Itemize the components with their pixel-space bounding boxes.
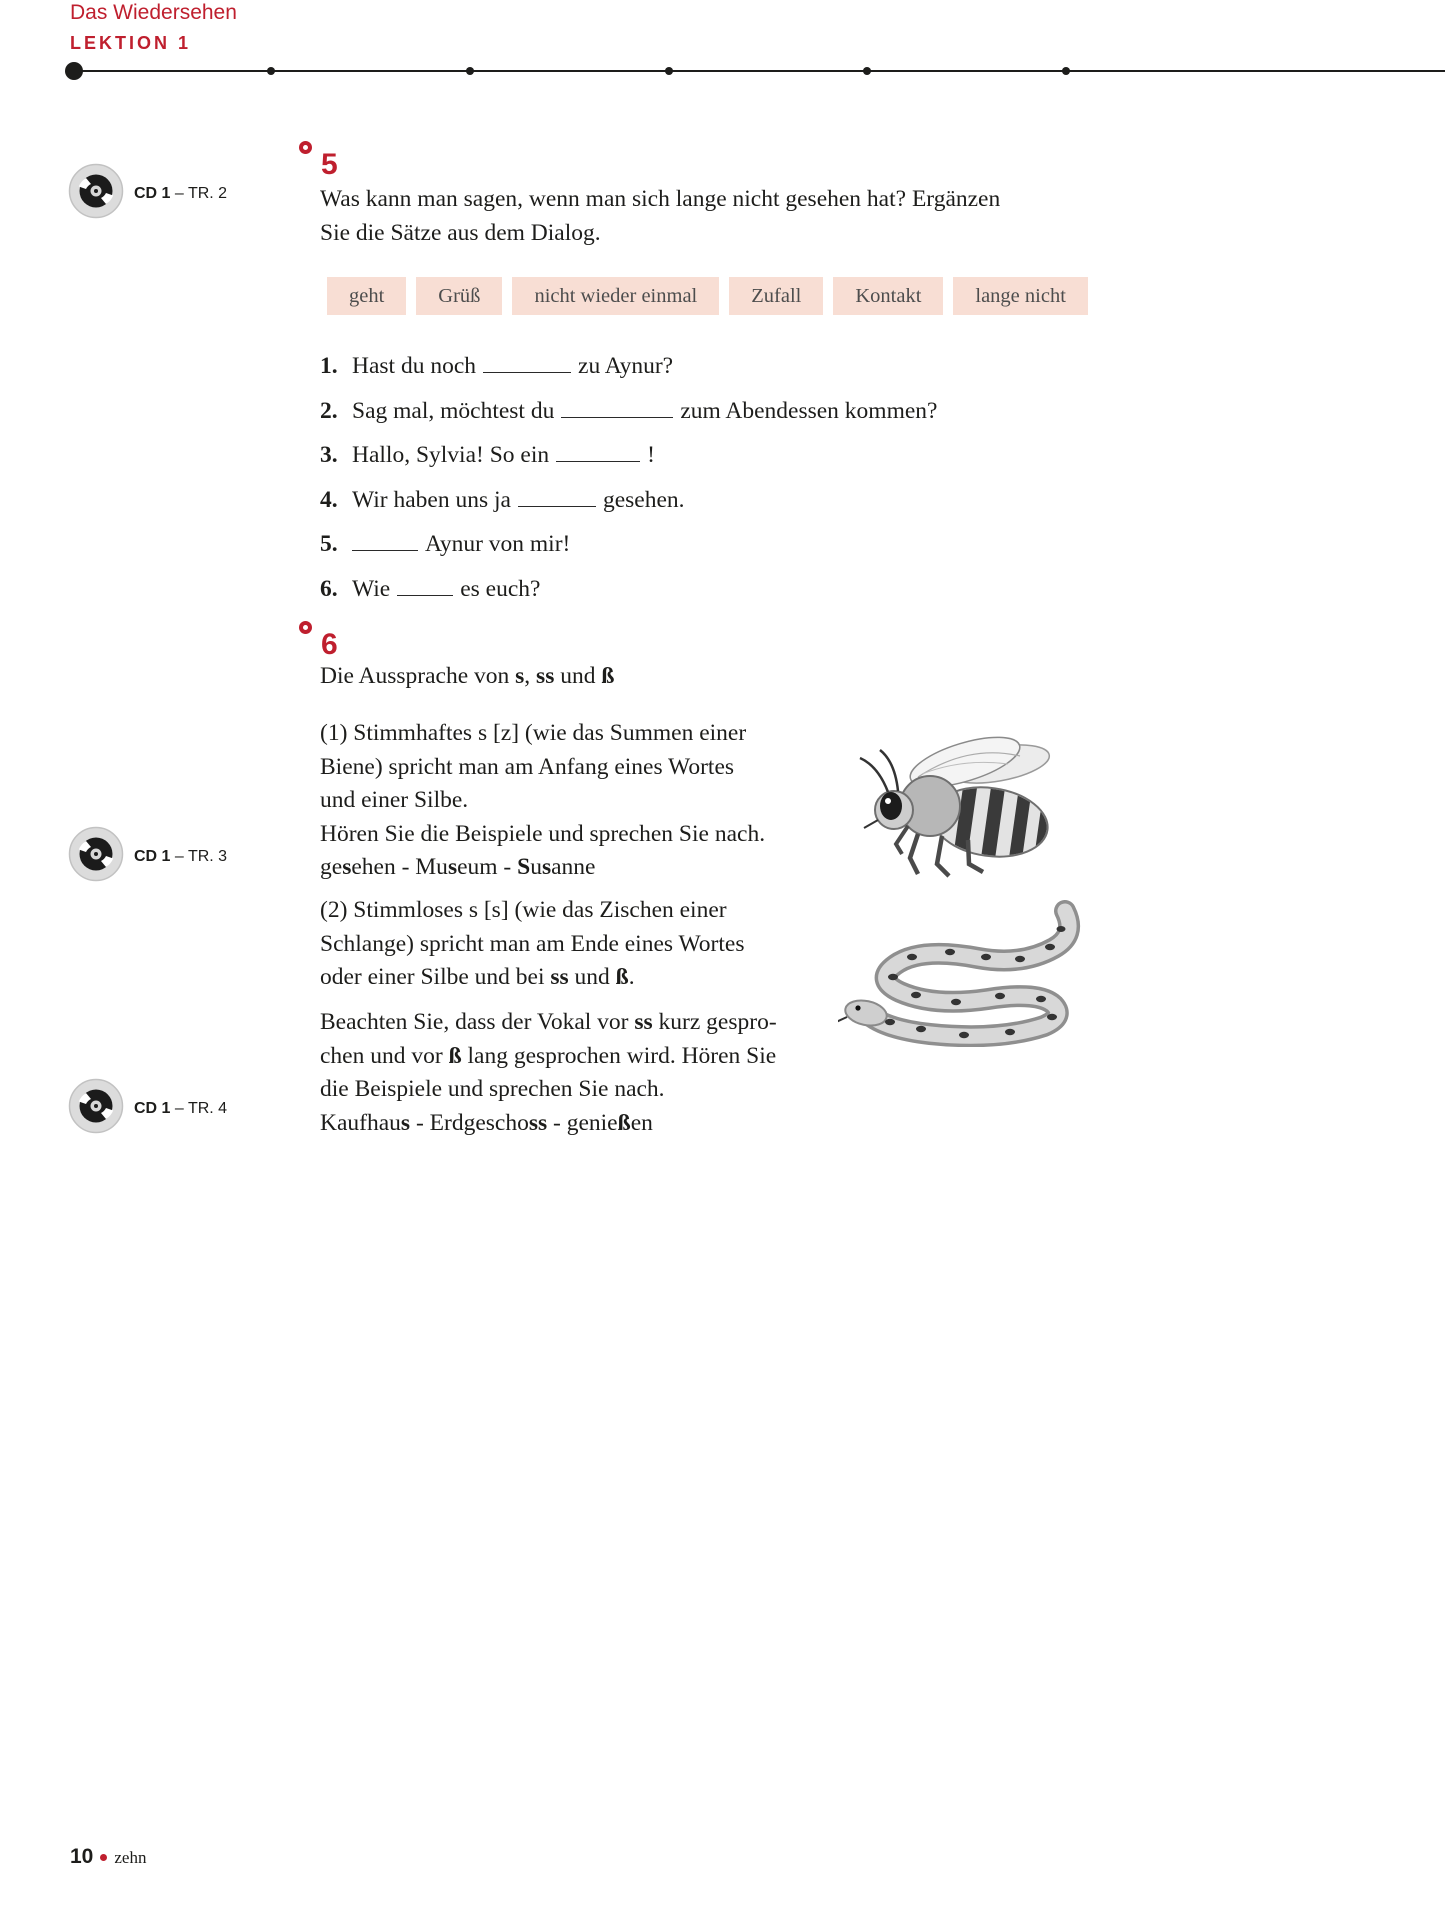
rule-dot bbox=[1062, 67, 1070, 75]
page-number: 10 bbox=[70, 1845, 94, 1868]
text-line: Hören Sie die Beispiele und sprechen Sie nach. bbox=[320, 820, 766, 847]
sentence-item bbox=[320, 344, 937, 389]
text-line: chen und vor ß lang gesprochen wird. Hören Sie bbox=[320, 1042, 777, 1069]
sentence-number: 4. bbox=[320, 486, 338, 513]
page-number-word: zehn bbox=[114, 1848, 147, 1867]
text-line: Kaufhaus - Erdgeschoss - genießen bbox=[320, 1109, 653, 1136]
text-line: gesehen - Museum - Susanne bbox=[320, 854, 596, 880]
sentence-item bbox=[320, 433, 937, 478]
page-footer bbox=[70, 1845, 146, 1869]
text-line: Sie die Sätze aus dem Dialog. bbox=[320, 220, 601, 246]
fill-in-blank bbox=[556, 436, 640, 462]
text-line: Biene) spricht man am Anfang eines Wortes bbox=[320, 753, 735, 780]
word-bank-item: geht bbox=[327, 277, 406, 315]
fill-in-blank bbox=[518, 481, 596, 507]
cd-track-label: CD 1 – TR. 2 bbox=[134, 184, 228, 202]
sentence-number: 2. bbox=[320, 397, 338, 424]
word-bank bbox=[327, 277, 1088, 315]
sentence-text-before: Hallo, Sylvia! So ein bbox=[352, 442, 550, 468]
fill-in-blank bbox=[483, 347, 571, 373]
rule-dot bbox=[665, 67, 673, 75]
cd-disc-icon bbox=[68, 1078, 124, 1139]
pronunciation-vowel-length-paragraph bbox=[320, 1006, 777, 1140]
word-bank-item: lange nicht bbox=[953, 277, 1088, 315]
pronunciation-voiceless-s-paragraph bbox=[320, 894, 744, 995]
sentence-text-after: gesehen. bbox=[602, 486, 685, 513]
word-bank-item: Kontakt bbox=[833, 277, 943, 315]
cd-track-label: CD 1 – TR. 4 bbox=[134, 1099, 228, 1117]
sentence-text-before: Wie bbox=[352, 575, 391, 602]
audio-reference-track3 bbox=[68, 826, 227, 887]
text-line: Beachten Sie, dass der Vokal vor ss kurz gespro- bbox=[320, 1009, 777, 1035]
fill-in-blank bbox=[561, 392, 673, 418]
sentence-number: 5. bbox=[320, 531, 338, 557]
word-bank-item: Zufall bbox=[729, 277, 823, 315]
exercise-5-sentences bbox=[320, 344, 937, 611]
text-line: und einer Silbe. bbox=[320, 787, 469, 813]
fill-in-blank bbox=[352, 525, 418, 551]
cd-track-label: CD 1 – TR. 3 bbox=[134, 847, 228, 865]
sentence-item bbox=[320, 389, 937, 434]
audio-reference-track2 bbox=[68, 163, 227, 224]
sentence-text-after: es euch? bbox=[460, 575, 541, 602]
sentence-text-after: zum Abendessen kommen? bbox=[680, 397, 938, 424]
cd-disc-icon bbox=[68, 163, 124, 224]
sentence-text-before: Wir haben uns ja bbox=[352, 486, 511, 513]
bee-illustration bbox=[818, 722, 1070, 885]
footer-dot-icon bbox=[100, 1854, 107, 1861]
word-bank-item: Grüß bbox=[416, 277, 502, 315]
sentence-number: 6. bbox=[320, 575, 338, 602]
header-rule bbox=[74, 70, 1445, 72]
lesson-label: LEKTION 1 bbox=[70, 33, 192, 53]
text-line: Schlange) spricht man am Ende eines Wortes bbox=[320, 930, 745, 957]
text-line: Was kann man sagen, wenn man sich lange nicht gesehen hat? Ergänzen bbox=[320, 186, 1001, 212]
cd-disc-icon bbox=[68, 826, 124, 887]
rule-dot bbox=[863, 67, 871, 75]
word-bank-item: nicht wieder einmal bbox=[512, 277, 719, 315]
chapter-title: Das Wiedersehen bbox=[70, 1, 237, 24]
sentence-item bbox=[320, 478, 937, 523]
sentence-text-before: Hast du noch bbox=[352, 353, 477, 379]
sentence-text-after: zu Aynur? bbox=[578, 353, 674, 379]
sentence-text-after: ! bbox=[647, 442, 655, 468]
sentence-item bbox=[320, 567, 937, 612]
rule-dot-large bbox=[65, 62, 83, 80]
rule-dot bbox=[466, 67, 474, 75]
pronunciation-voiced-s-paragraph bbox=[320, 717, 765, 885]
sentence-number: 1. bbox=[320, 353, 338, 379]
snake-illustration bbox=[838, 895, 1085, 1052]
audio-reference-track4 bbox=[68, 1078, 227, 1139]
text-line: (2) Stimmloses s [s] (wie das Zischen einer bbox=[320, 897, 727, 923]
text-line: die Beispiele und sprechen Sie nach. bbox=[320, 1076, 665, 1102]
rule-dot bbox=[267, 67, 275, 75]
text-line: (1) Stimmhaftes s [z] (wie das Summen einer bbox=[320, 720, 747, 746]
exercise-5-number: 5 bbox=[321, 148, 338, 181]
exercise-5-instructions bbox=[320, 182, 1000, 250]
exercise-marker-icon bbox=[299, 621, 312, 634]
sentence-number: 3. bbox=[320, 442, 338, 468]
text-line: oder einer Silbe und bei ss und ß. bbox=[320, 964, 635, 990]
sentence-item bbox=[320, 522, 937, 567]
exercise-6-title: Die Aussprache von s, ss und ß bbox=[320, 663, 615, 689]
exercise-marker-icon bbox=[299, 141, 312, 154]
exercise-6-number: 6 bbox=[321, 628, 338, 661]
sentence-text-before: Sag mal, möchtest du bbox=[352, 397, 555, 424]
fill-in-blank bbox=[397, 570, 453, 596]
sentence-text-after: Aynur von mir! bbox=[425, 531, 571, 557]
